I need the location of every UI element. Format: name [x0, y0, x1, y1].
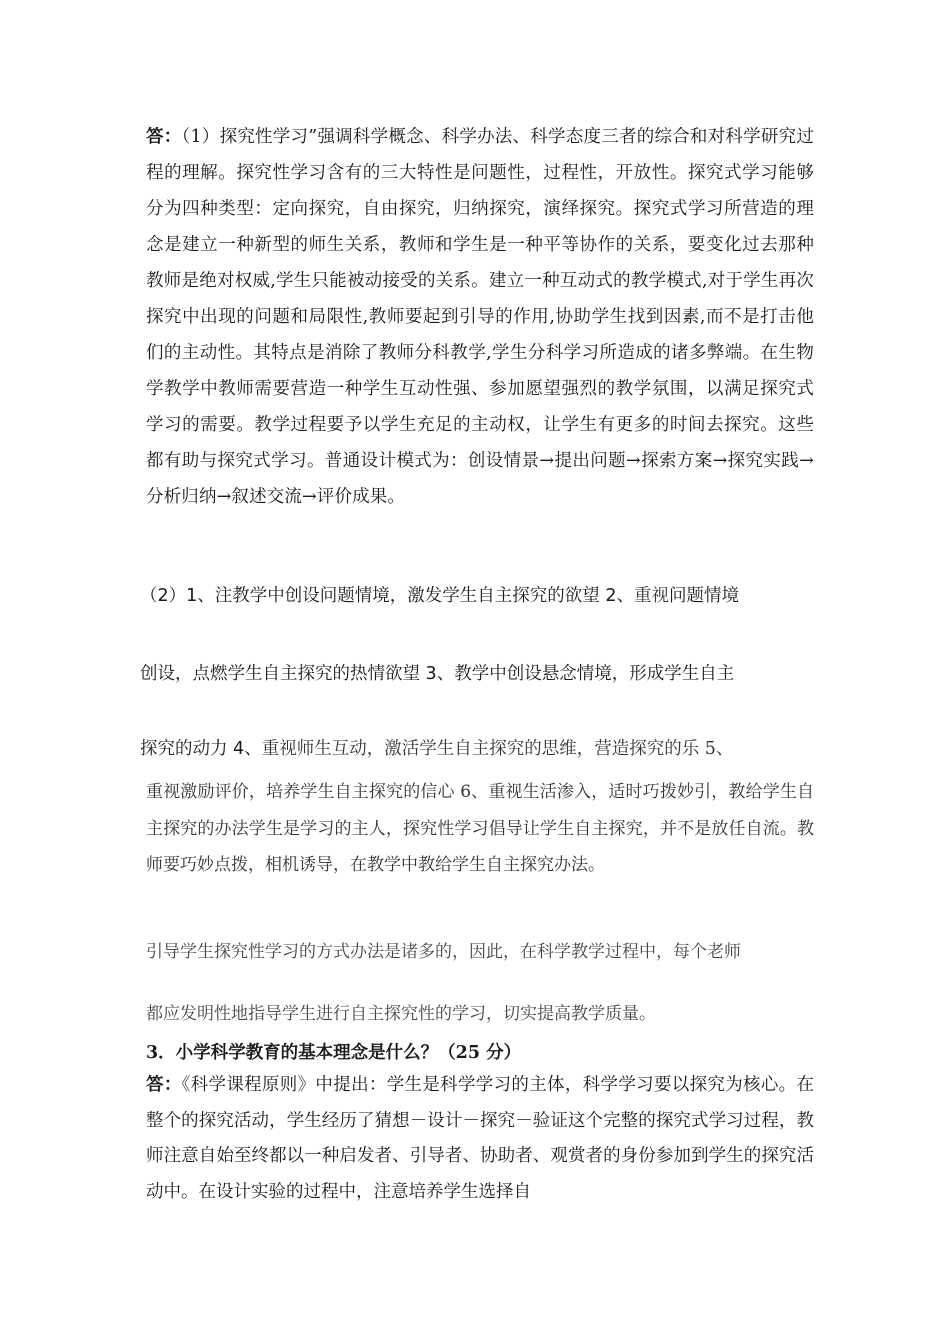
answer-3-text: 《科学课程原则》中提出：学生是科学学习的主体，科学学习要以探究为核心。在整个的探究活动，学生经历了猜想－设计－探究－验证这个完整的探究式学习过程，教师注意自始至终都以一种启发者、引导者、协助者、观赏者的身份参加到学生的探究活动中。在设计实验的过程中，注意培养学生选择自 [146, 1075, 815, 1202]
question-3-title: 3．小学科学教育的基本理念是什么？（25 分） [146, 1043, 522, 1063]
answer-2-line-3: 探究的动力 4、重视师生互动，激活学生自主探究的思维，营造探究的乐 5、 [140, 739, 734, 759]
answer-2-note-1: 引导学生探究性学习的方式办法是诸多的，因此，在科学教学过程中，每个老师 [146, 942, 741, 962]
answer-1-paragraph [146, 119, 814, 515]
answer-label: 答： [146, 127, 182, 147]
answer-2-line-1: （2）1、注教学中创设问题情境，激发学生自主探究的欲望 2、重视问题情境 [140, 586, 739, 606]
answer-1-text: （1）探究性学习”强调科学概念、科学办法、科学态度三者的综合和对科学研究过程的理解。探究性学习含有的三大特性是问题性，过程性，开放性。探究式学习能够分为四种类型：定向探究，自由探究，归纳探究，演绎探究。探究式学习所营造的理念是建立一种新型的师生关系，教师和学生是一种平等协作的关系，要变化过去那种教师是绝对权威,学生只能被动接受的关系。建立一种互动式的教学模式,对于学生再次探究中出现的问题和局限性,教师要起到引导的作用,协助学生找到因素,而不是打击他们的主动性。其特点是消除了教师分科教学,学生分科学习所造成的诸多弊端。在生物学教学中教师需要营造一种学生互动性强、参加愿望强烈的教学氛围，以满足探究式学习的需要。教学过程要予以学生充足的主动权，让学生有更多的时间去探究。这些都有助与探究式学习。普通设计模式为：创设情景→提出问题→探索方案→探究实践→分析归纳→叙述交流→评价成果。 [146, 127, 814, 507]
answer-2-line-2: 创设，点燃学生自主探究的热情欲望 3、教学中创设悬念情境，形成学生自主 [140, 664, 735, 684]
answer-label: 答： [146, 1075, 182, 1095]
answer-2-note-2: 都应发明性地指导学生进行自主探究性的学习，切实提高教学质量。 [146, 1004, 656, 1024]
answer-3-paragraph [146, 1068, 814, 1210]
answer-2-paragraph: 重视激励评价，培养学生自主探究的信心 6、重视生活渗入，适时巧拨妙引，教给学生自主探究的办法学生是学习的主人，探究性学习倡导让学生自主探究，并不是放任自流。教师要巧妙点拨，相机诱导，在教学中教给学生自主探究办法。 [146, 782, 814, 875]
